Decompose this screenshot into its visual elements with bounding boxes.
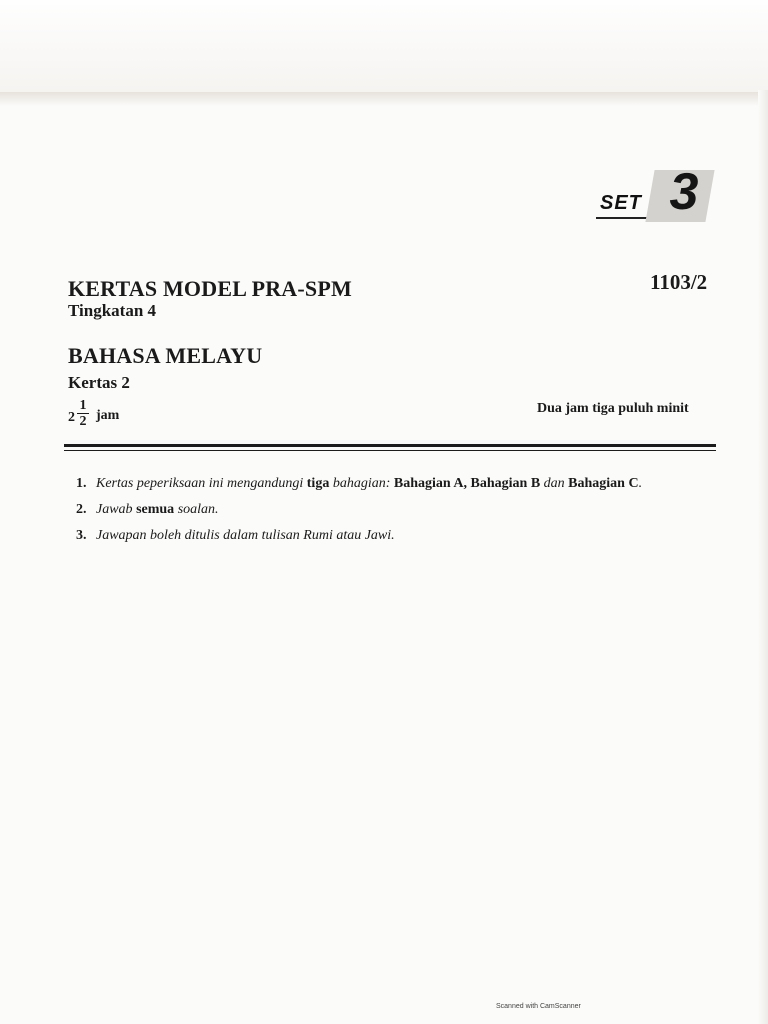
instruction-text-part: Kertas peperiksaan ini mengandungi	[96, 476, 307, 491]
scanner-watermark: Scanned with CamScanner	[496, 1003, 581, 1010]
duration-fraction	[77, 398, 89, 429]
instruction-text-part: Jawapan boleh ditulis dalam tulisan Rumi atau Jawi.	[96, 528, 395, 543]
paper-code: 1103/2	[650, 270, 708, 294]
instruction-item	[76, 500, 696, 520]
instruction-text-part: tiga	[306, 476, 330, 491]
duration-whole: 2	[68, 410, 75, 425]
instruction-text	[96, 528, 395, 543]
header-divider-thin	[64, 450, 716, 451]
instruction-item	[76, 474, 696, 494]
instruction-text-part: semua	[136, 502, 175, 517]
paper-right-edge	[758, 90, 768, 1024]
header-divider-thick	[64, 444, 716, 447]
instruction-number: 2.	[76, 502, 87, 517]
fraction-numerator: 1	[79, 398, 87, 413]
fraction-denominator: 2	[79, 414, 87, 429]
set-label: SET	[600, 192, 642, 214]
set-number: 3	[669, 163, 699, 221]
instruction-text-part: .	[638, 476, 643, 491]
instruction-item	[76, 526, 696, 546]
instruction-text-part: Bahagian A, Bahagian B	[393, 476, 541, 491]
instruction-text-part: Jawab	[96, 502, 137, 517]
instruction-number: 3.	[76, 528, 87, 543]
scan-top-margin	[0, 0, 768, 92]
instructions-list	[76, 474, 696, 552]
paper-number: Kertas 2	[68, 373, 130, 392]
instruction-text-part: Bahagian C	[568, 476, 639, 491]
duration-unit: jam	[96, 408, 120, 423]
instruction-text-part: soalan.	[174, 502, 219, 517]
subject-title: BAHASA MELAYU	[68, 343, 263, 368]
instruction-number: 1.	[76, 476, 87, 491]
instruction-text-part: bahagian:	[329, 476, 394, 491]
set-badge	[596, 163, 718, 226]
paper-top-edge	[0, 92, 768, 106]
exam-title: KERTAS MODEL PRA-SPM	[68, 276, 352, 301]
instruction-text	[96, 502, 219, 517]
instruction-text-part: dan	[540, 476, 569, 491]
duration-words: Dua jam tiga puluh minit	[537, 401, 689, 416]
instruction-text	[96, 476, 642, 491]
form-level: Tingkatan 4	[68, 301, 157, 320]
